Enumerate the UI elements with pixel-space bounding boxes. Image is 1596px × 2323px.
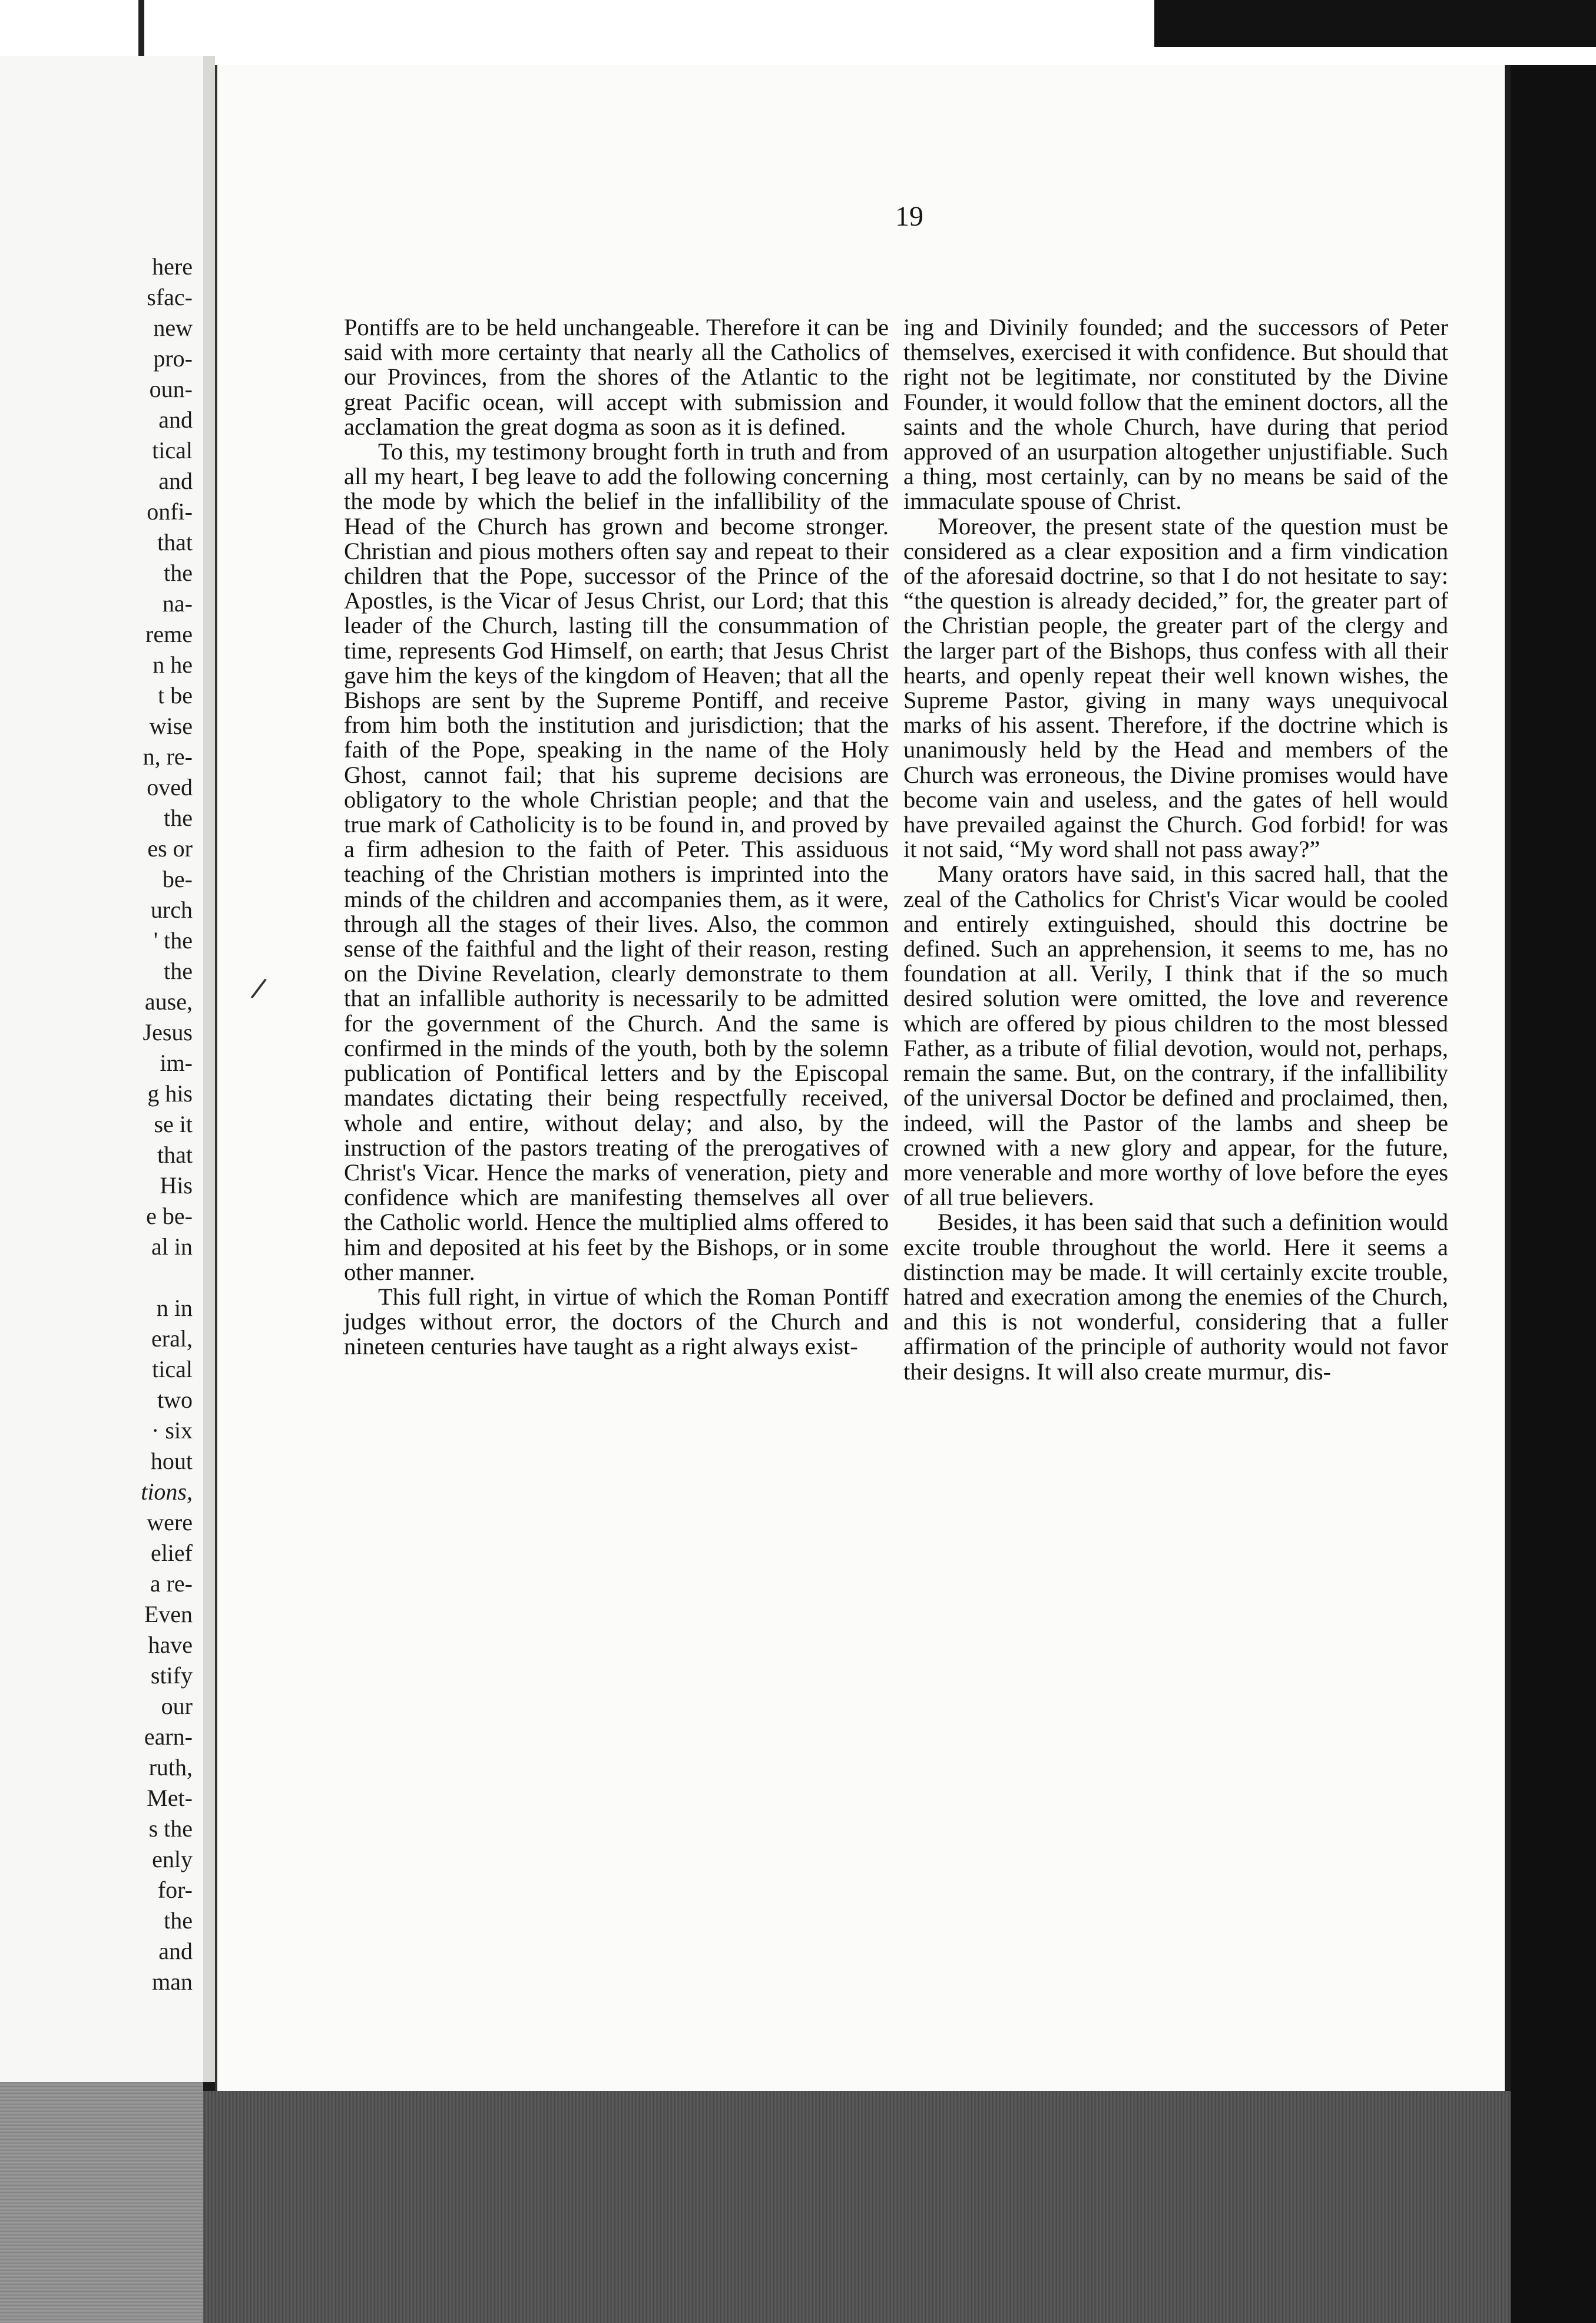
facing-page-fragment: and xyxy=(158,468,193,494)
facing-page-fragment: and xyxy=(158,1938,193,1964)
facing-page-fragment: e be- xyxy=(146,1203,193,1229)
scan-edge-right xyxy=(1511,65,1596,2323)
facing-page-fragment: the xyxy=(164,1907,193,1934)
facing-page-fragment: here xyxy=(152,253,193,280)
facing-page-fragment: onfi- xyxy=(147,498,193,525)
scan-edge-dark xyxy=(1154,0,1596,47)
facing-page-fragment: g his xyxy=(147,1080,193,1107)
facing-page-text-fragments xyxy=(98,252,193,1997)
facing-page-fragment: im- xyxy=(160,1050,193,1076)
paragraph: ing and Divinily founded; and the successors of Peter themselves, exercised it with confidence. But should that right not be legitimate, nor constituted by the Divine Founder, it would follow that the eminent doctors, all the saints and the whole Church, have during that period approved of an usurpation altogether unjustifiable. Such a thing, most certainly, can by no means be said of the immaculate spouse of Christ. xyxy=(903,314,1448,515)
facing-page-fragment: reme xyxy=(145,621,193,647)
facing-page-fragment: that xyxy=(157,529,193,555)
facing-page-fragment: ruth, xyxy=(148,1754,193,1781)
facing-page-fragment: His xyxy=(160,1172,193,1199)
facing-page-fragment: and xyxy=(158,406,193,433)
page xyxy=(215,65,1511,2091)
facing-page-fragment: Even xyxy=(144,1601,193,1627)
facing-page-fragment: n in xyxy=(156,1295,193,1321)
facing-page-fragment: new xyxy=(153,315,193,341)
binding-mark xyxy=(138,0,144,56)
facing-page-fragment: n he xyxy=(153,651,193,678)
facing-page-left xyxy=(0,56,207,2082)
facing-page-fragment: s the xyxy=(148,1815,193,1842)
facing-page-fragment: have xyxy=(148,1632,193,1658)
facing-page-fragment: the xyxy=(164,805,193,831)
facing-page-fragment: al in xyxy=(151,1233,193,1260)
book-cover-cloth xyxy=(0,2091,1596,2323)
paragraph: This full right, in virtue of which the Roman Pontiff judges without error, the doctors of the Church and nineteen centuries have taught as a right always exist- xyxy=(344,1283,889,1360)
page-number: 19 xyxy=(895,201,923,232)
paragraph: To this, my testimony brought forth in truth and from all my heart, I beg leave to add the following concerning the mode by which the belief in the infallibility of the Head of the Church has grown and become stronger. Christian and pious mothers often say and repeat to their children that the Pope, successor of the Prince of the Apostles, is the Vicar of Jesus Christ, our Lord; that this leader of the Church, lasting till the consummation of time, represents God Himself, on earth; that Jesus Christ gave him the keys of the kingdom of Heaven; that all the Bishops are sent by the Supreme Pontiff, and receive from him both the institution and jurisdiction; that the faith of the Pope, speaking in the name of the Holy Ghost, cannot fail; that his supreme decisions are obligatory to the whole Christian people; and that the true mark of Catholicity is to be found in, and proved by a firm adhesion to the faith of Peter. This assiduous teaching of the Christian mothers is imprinted into the minds of the children and accompanies them, as it were, through all the stages of their lives. Also, the common sense of the faithful and the light of their reason, resting on the Divine Revelation, clearly demonstrate to them that an infallible authority is necessarily to be admitted for the government of the Church. And the same is confirmed in the minds of the youth, both by the solemn publication of Pontifical letters and by the Episcopal mandates dictating their being respectfully received, whole and entire, without delay; and also, by the instruction of the pastors treating of the prerogatives of Christ's Vicar. Hence the marks of veneration, piety and confidence which are manifesting themselves all over the Catholic world. Hence the multiplied alms offered to him and deposited at his feet by the Bishops, or in some other manner. xyxy=(344,438,889,1285)
facing-page-fragment: urch xyxy=(150,896,193,923)
facing-page-fragment: the xyxy=(164,958,193,984)
book-spine xyxy=(203,56,215,2082)
facing-page-fragment: the xyxy=(164,560,193,586)
book-cover-cloth-left xyxy=(0,2082,203,2323)
facing-page-fragment xyxy=(98,1262,193,1293)
facing-page-fragment: be- xyxy=(162,866,193,892)
text-column-right xyxy=(903,315,1448,1384)
paragraph: Pontiffs are to be held unchangeable. Therefore it can be said with more certainty that nearly all the Catholics of our Provinces, from the shores of the Atlantic to the great Pacific ocean, will accept with submission and acclamation the great dogma as soon as it is defined. xyxy=(344,314,889,440)
facing-page-fragment: es or xyxy=(147,835,193,862)
facing-page-fragment: ause, xyxy=(144,988,193,1015)
facing-page-fragment: oun- xyxy=(149,376,193,402)
facing-page-fragment: eral, xyxy=(151,1325,193,1352)
facing-page-fragment: Met- xyxy=(147,1785,193,1811)
facing-page-fragment: wise xyxy=(149,713,193,739)
facing-page-fragment: stify xyxy=(150,1662,193,1689)
facing-page-fragment: sfac- xyxy=(147,284,193,310)
facing-page-fragment: n, re- xyxy=(143,743,193,770)
facing-page-fragment: enly xyxy=(152,1846,193,1872)
facing-page-fragment: pro- xyxy=(153,345,193,372)
facing-page-fragment: Jesus xyxy=(143,1019,193,1045)
facing-page-fragment: for- xyxy=(157,1877,193,1903)
paragraph: Besides, it has been said that such a definition would excite trouble throughout the world. Here it seems a distinction may be made. It will certainly excite trouble, hatred and execration among the enemies of the Church, and this is not wonderful, considering that a fuller affirmation of the principle of authority would not favor their designs. It will also create murmur, dis- xyxy=(903,1209,1448,1385)
facing-page-fragment: hout xyxy=(150,1448,193,1474)
paragraph: Moreover, the present state of the question must be considered as a clear exposition and a firm vindication of the aforesaid doctrine, so that I do not hesitate to say: “the question is already decided,” for, the greater part of the Christian people, the greater part of the clergy and the larger part of the Bishops, thus confess with all their hearts, and openly repeat their well known wishes, the Supreme Pastor, giving in many ways unequivocal marks of his assent. Therefore, if the doctrine which is unanimously held by the Head and members of the Church was erroneous, the Divine promises would have become vain and useless, and the gates of hell would have prevailed against the Church. God forbid! for was it not said, “My word shall not pass away?” xyxy=(903,512,1448,863)
facing-page-fragment: earn- xyxy=(144,1723,193,1750)
facing-page-fragment: a re- xyxy=(150,1570,193,1597)
text-column-left xyxy=(344,315,889,1359)
facing-page-fragment: that xyxy=(157,1141,193,1168)
facing-page-fragment: man xyxy=(152,1968,193,1995)
facing-page-fragment: tical xyxy=(152,437,193,464)
facing-page-fragment: elief xyxy=(150,1540,193,1566)
facing-page-fragment: ' the xyxy=(153,927,193,954)
facing-page-fragment: tions, xyxy=(141,1478,193,1505)
facing-page-fragment: two xyxy=(157,1386,193,1413)
paragraph: Many orators have said, in this sacred hall, that the zeal of the Catholics for Christ's Vicar would be cooled and entirely extinguished, should this doctrine be defined. Such an apprehension, it seems to me, has no foundation at all. Verily, I think that if the so much desired solution were omitted, the love and reverence which are offered by pious children to the most blessed Father, as a tribute of filial devotion, would not, perhaps, remain the same. But, on the contrary, if the infallibility of the universal Doctor be defined and proclaimed, then, indeed, will the Pastor of the lambs and sheep be crowned with a new glory and appear, for the future, more venerable and more worthy of love before the eyes of all true believers. xyxy=(903,861,1448,1211)
facing-page-fragment: oved xyxy=(147,774,193,800)
facing-page-fragment: na- xyxy=(162,590,193,617)
facing-page-fragment: · six xyxy=(151,1417,193,1444)
facing-page-fragment: tical xyxy=(152,1356,193,1382)
facing-page-fragment: our xyxy=(161,1693,193,1719)
facing-page-fragment: se it xyxy=(154,1111,193,1137)
facing-page-fragment: were xyxy=(147,1509,193,1536)
margin-pencil-mark: / xyxy=(249,971,269,1005)
facing-page-fragment: t be xyxy=(158,682,193,709)
